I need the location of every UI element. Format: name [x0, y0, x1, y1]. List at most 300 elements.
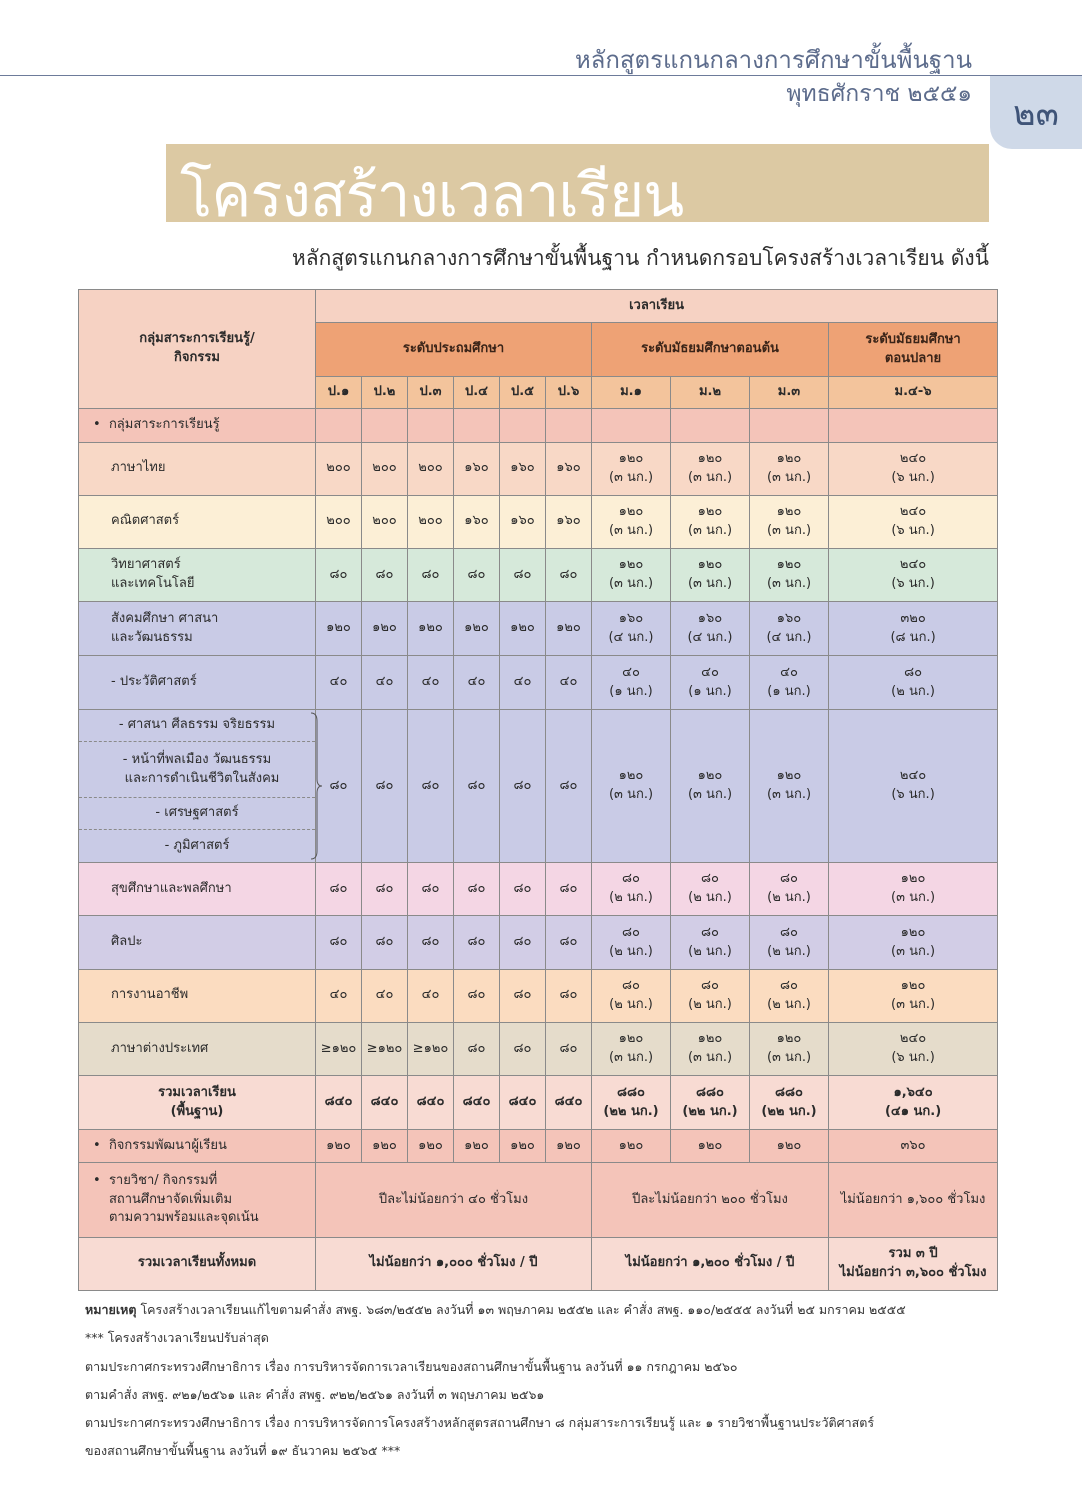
- career-sec-2-hours: ๘๐: [701, 977, 719, 993]
- social-sec-2-hours: ๑๖๐: [697, 610, 723, 626]
- history-sec-1-hours: ๔๐: [622, 664, 640, 680]
- total-basic-primary-5: ๘๔๐: [500, 1076, 546, 1130]
- health-sec-1-hours: ๘๐: [622, 871, 640, 887]
- social-sec-3-hours: ๑๖๐: [776, 610, 802, 626]
- foreign-primary-3: ≥๑๒๐: [408, 1022, 454, 1075]
- total-basic-sec-3-credits: (๒๒ นก.): [761, 1103, 817, 1119]
- foreign-sec-4-credits: (๖ นก.): [891, 1049, 935, 1065]
- social-sec-4-hours: ๓๒๐: [900, 610, 926, 626]
- arts-sec-1: [592, 916, 671, 969]
- history-sec-4-credits: (๒ นก.): [891, 683, 935, 699]
- section-banner: [166, 144, 989, 231]
- substrands-sec-4-hours: ๒๔๐: [899, 768, 927, 784]
- social-sec-2: [671, 602, 750, 656]
- time-header: เวลาเรียน: [316, 290, 998, 323]
- thai-primary-2: ๒๐๐: [362, 442, 408, 495]
- foreign-primary-4: ๘๐: [454, 1022, 500, 1075]
- note-line-4: ตามคำสั่ง สพฐ. ๙๒๑/๒๕๖๑ และ คำสั่ง สพฐ. ๙๒๒/๒๕๖๑ ลงวันที่ ๓ พฤษภาคม ๒๕๖๑: [85, 1386, 545, 1402]
- science-sec-1-hours: ๑๒๐: [618, 557, 644, 573]
- arts-sec-2-hours: ๘๐: [701, 924, 719, 940]
- social-primary-3: ๑๒๐: [408, 602, 454, 656]
- math-sec-3-hours: ๑๒๐: [776, 504, 802, 520]
- foreign-label-line: ภาษาต่างประเทศ: [111, 1040, 209, 1056]
- table-row-grand-total: [79, 1237, 998, 1290]
- career-sec-2-credits: (๒ นก.): [688, 996, 732, 1012]
- history-primary-6: ๔๐: [546, 656, 592, 709]
- history-primary-1: ๔๐: [316, 656, 362, 709]
- thai-sec-3-hours: ๑๒๐: [776, 450, 802, 466]
- arts-primary-5: ๘๐: [500, 916, 546, 969]
- substrands-primary-3: ๘๐: [408, 709, 454, 863]
- total-basic-primary-1: ๘๔๐: [316, 1076, 362, 1130]
- total-basic-sec-1: [592, 1076, 671, 1130]
- extra-label-2: สถานศึกษาจัดเพิ่มเติม: [108, 1191, 233, 1207]
- social-sec-1-hours: ๑๖๐: [618, 610, 644, 626]
- health-primary-1: ๘๐: [316, 863, 362, 916]
- grand-total-upper-secondary: [829, 1237, 998, 1290]
- social-label-line: และวัฒนธรรม: [111, 629, 193, 645]
- subjects-section-label: • กลุ่มสาระการเรียนรู้: [79, 409, 316, 442]
- foreign-sec-2-credits: (๓ นก.): [687, 1049, 733, 1065]
- foreign-primary-1: ≥๑๒๐: [316, 1022, 362, 1075]
- foreign-sec-1-credits: (๓ นก.): [608, 1049, 654, 1065]
- history-sec-3-hours: ๔๐: [780, 664, 798, 680]
- activities-label-text: กิจกรรมพัฒนาผู้เรียน: [108, 1137, 227, 1153]
- history-sec-2-hours: ๔๐: [701, 664, 719, 680]
- social-substrands-list: [79, 710, 315, 863]
- career-primary-5: ๘๐: [500, 969, 546, 1022]
- social-primary-5: ๑๒๐: [500, 602, 546, 656]
- note-line-3: ตามประกาศกระทรวงศึกษาธิการ เรื่อง การบริหารจัดการเวลาเรียนของสถานศึกษาขั้นพื้นฐาน ลงวันที่ ๑๑ กรกฎาคม ๒๕๖๐: [85, 1358, 738, 1374]
- extra-primary: ปีละไม่น้อยกว่า ๔๐ ชั่วโมง: [316, 1163, 592, 1237]
- math-primary-6: ๑๖๐: [546, 495, 592, 548]
- science-label-line: และเทคโนโลยี: [111, 576, 195, 592]
- math-sec-1-credits: (๓ นก.): [608, 522, 654, 538]
- career-primary-1: ๔๐: [316, 969, 362, 1022]
- activities-value-6: ๑๒๐: [546, 1130, 592, 1163]
- science-sec-3-credits: (๓ นก.): [766, 576, 812, 592]
- activities-value-2: ๑๒๐: [362, 1130, 408, 1163]
- grade-p4: ป.๔: [454, 377, 500, 409]
- table-row: [79, 969, 998, 1022]
- social-label: [79, 602, 316, 656]
- thai-sec-1-hours: ๑๒๐: [618, 450, 644, 466]
- social-primary-4: ๑๒๐: [454, 602, 500, 656]
- activities-value-10: ๓๖๐: [829, 1130, 998, 1163]
- foreign-sec-1: [592, 1022, 671, 1075]
- activities-value-1: ๑๒๐: [316, 1130, 362, 1163]
- total-basic-sec-2-credits: (๒๒ นก.): [682, 1103, 738, 1119]
- activities-value-5: ๑๒๐: [500, 1130, 546, 1163]
- total-basic-sec-1-credits: (๒๒ นก.): [603, 1103, 659, 1119]
- arts-primary-4: ๘๐: [454, 916, 500, 969]
- substrand-religion: - ศาสนา ศีลธรรม จริยธรรม: [118, 717, 276, 733]
- arts-label: [79, 916, 316, 969]
- thai-primary-5: ๑๖๐: [500, 442, 546, 495]
- health-sec-2-credits: (๒ นก.): [688, 890, 732, 906]
- arts-primary-2: ๘๐: [362, 916, 408, 969]
- history-sec-1: [592, 656, 671, 709]
- science-primary-6: ๘๐: [546, 549, 592, 602]
- health-sec-4: [829, 863, 998, 916]
- activities-value-9: ๑๒๐: [750, 1130, 829, 1163]
- science-sec-2-hours: ๑๒๐: [697, 557, 723, 573]
- social-sec-2-credits: (๔ นก.): [687, 629, 733, 645]
- table-row: [79, 602, 998, 656]
- foreign-sec-2: [671, 1022, 750, 1075]
- social-sec-1: [592, 602, 671, 656]
- table-row-extra: [79, 1163, 998, 1237]
- grand-total-lower-secondary: ไม่น้อยกว่า ๑,๒๐๐ ชั่วโมง / ปี: [592, 1237, 829, 1290]
- career-sec-1-credits: (๒ นก.): [609, 996, 653, 1012]
- social-sec-1-credits: (๔ นก.): [608, 629, 654, 645]
- substrands-sec-2: [671, 709, 750, 863]
- grade-m3: ม.๓: [750, 377, 829, 409]
- social-primary-1: ๑๒๐: [316, 602, 362, 656]
- science-sec-4: [829, 549, 998, 602]
- activities-value-8: ๑๒๐: [671, 1130, 750, 1163]
- total-basic-primary-6: ๘๔๐: [546, 1076, 592, 1130]
- activities-value-3: ๑๒๐: [408, 1130, 454, 1163]
- thai-sec-1-credits: (๓ นก.): [608, 469, 654, 485]
- substrands-sec-2-credits: (๓ นก.): [687, 786, 733, 802]
- math-sec-2-credits: (๓ นก.): [687, 522, 733, 538]
- substrands-sec-4-credits: (๖ นก.): [891, 786, 935, 802]
- thai-primary-1: ๒๐๐: [316, 442, 362, 495]
- health-label: [79, 863, 316, 916]
- total-basic-primary-4: ๘๔๐: [454, 1076, 500, 1130]
- table-row-social-substrands: [79, 709, 998, 863]
- table-row: [79, 495, 998, 548]
- level-primary: ระดับประถมศึกษา: [316, 323, 592, 377]
- history-sec-3: [750, 656, 829, 709]
- foreign-sec-2-hours: ๑๒๐: [697, 1031, 723, 1047]
- activities-value-7: ๑๒๐: [592, 1130, 671, 1163]
- thai-primary-6: ๑๖๐: [546, 442, 592, 495]
- math-primary-5: ๑๖๐: [500, 495, 546, 548]
- note-line-2: *** โครงสร้างเวลาเรียนปรับล่าสุด: [85, 1330, 269, 1346]
- history-sec-3-credits: (๑ นก.): [767, 683, 811, 699]
- social-sec-3: [750, 602, 829, 656]
- grade-p6: ป.๖: [546, 377, 592, 409]
- total-basic-primary-3: ๘๔๐: [408, 1076, 454, 1130]
- table-row: [79, 442, 998, 495]
- foreign-sec-3-credits: (๓ นก.): [766, 1049, 812, 1065]
- career-sec-1: [592, 969, 671, 1022]
- table-row: [79, 549, 998, 602]
- thai-sec-3-credits: (๓ นก.): [766, 469, 812, 485]
- substrands-sec-2-hours: ๑๒๐: [697, 768, 723, 784]
- substrands-sec-4: [829, 709, 998, 863]
- career-sec-4: [829, 969, 998, 1022]
- history-primary-4: ๔๐: [454, 656, 500, 709]
- substrand-civics: [79, 742, 315, 798]
- foreign-label: [79, 1022, 316, 1075]
- grade-p1: ป.๑: [316, 377, 362, 409]
- level-upper-secondary: [829, 323, 998, 377]
- arts-sec-1-hours: ๘๐: [622, 924, 640, 940]
- substrands-sec-3: [750, 709, 829, 863]
- group-header: กลุ่มสาระการเรียนรู้/ กิจกรรม: [139, 331, 255, 366]
- substrands-sec-3-hours: ๑๒๐: [776, 768, 802, 784]
- history-sec-4-hours: ๘๐: [904, 664, 923, 680]
- career-sec-2: [671, 969, 750, 1022]
- history-primary-2: ๔๐: [362, 656, 408, 709]
- history-primary-5: ๔๐: [500, 656, 546, 709]
- social-sec-4-credits: (๘ นก.): [890, 629, 936, 645]
- thai-label-line: ภาษาไทย: [111, 460, 166, 476]
- substrands-primary-2: ๘๐: [362, 709, 408, 863]
- activities-label: • กิจกรรมพัฒนาผู้เรียน: [79, 1130, 316, 1163]
- foreign-sec-4-hours: ๒๔๐: [899, 1031, 927, 1047]
- health-label-line: สุขศึกษาและพลศึกษา: [111, 880, 232, 896]
- science-primary-2: ๘๐: [362, 549, 408, 602]
- history-sec-2-credits: (๑ นก.): [688, 683, 732, 699]
- substrands-sec-1-credits: (๓ นก.): [608, 786, 654, 802]
- arts-sec-3-hours: ๘๐: [780, 924, 798, 940]
- arts-sec-1-credits: (๒ นก.): [609, 943, 653, 959]
- table-row: [79, 863, 998, 916]
- table-row: [79, 916, 998, 969]
- curriculum-title: หลักสูตรแกนกลางการศึกษาขั้นพื้นฐาน: [574, 46, 972, 74]
- science-primary-5: ๘๐: [500, 549, 546, 602]
- foreign-sec-3: [750, 1022, 829, 1075]
- level-lower-secondary: ระดับมัธยมศึกษาตอนต้น: [592, 323, 829, 377]
- note-line-1: [85, 1296, 1005, 1324]
- total-basic-label-line: รวมเวลาเรียน: [158, 1084, 236, 1100]
- total-basic-sec-4-credits: (๔๑ นก.): [884, 1103, 942, 1119]
- math-label: [79, 495, 316, 548]
- thai-sec-4-hours: ๒๔๐: [899, 450, 927, 466]
- extra-lower-secondary: ปีละไม่น้อยกว่า ๒๐๐ ชั่วโมง: [592, 1163, 829, 1237]
- thai-sec-2-credits: (๓ นก.): [687, 469, 733, 485]
- science-label: [79, 549, 316, 602]
- career-sec-1-hours: ๘๐: [622, 977, 640, 993]
- career-label: [79, 969, 316, 1022]
- subjects-section-row: [79, 409, 998, 442]
- note-line-5: ตามประกาศกระทรวงศึกษาธิการ เรื่อง การบริหารจัดการโครงสร้างหลักสูตรสถานศึกษา ๘ กลุ่มสาระการเรียนรู้ และ ๑ รายวิชาพื้นฐานประวัติศาสตร์: [85, 1415, 875, 1431]
- total-basic-label-line: (พื้นฐาน): [170, 1103, 224, 1119]
- history-label: [79, 656, 316, 709]
- health-sec-1: [592, 863, 671, 916]
- substrand-geography: - ภูมิศาสตร์: [79, 830, 315, 862]
- social-sec-3-credits: (๔ นก.): [766, 629, 812, 645]
- substrand-civics-line1: - หน้าที่พลเมือง วัฒนธรรม: [122, 751, 272, 767]
- science-sec-1-credits: (๓ นก.): [608, 576, 654, 592]
- math-primary-4: ๑๖๐: [454, 495, 500, 548]
- curriculum-year: พุทธศักราช ๒๕๕๑: [786, 81, 972, 107]
- career-sec-3: [750, 969, 829, 1022]
- arts-sec-4-credits: (๓ นก.): [891, 943, 936, 959]
- math-label-line: คณิตศาสตร์: [111, 513, 180, 529]
- career-primary-4: ๘๐: [454, 969, 500, 1022]
- arts-sec-4-hours: ๑๒๐: [900, 924, 926, 940]
- health-primary-4: ๘๐: [454, 863, 500, 916]
- notes-section: [85, 1296, 1005, 1466]
- history-sec-1-credits: (๑ นก.): [609, 683, 653, 699]
- health-primary-2: ๘๐: [362, 863, 408, 916]
- page-number: ๒๓: [1013, 93, 1059, 134]
- health-sec-2-hours: ๘๐: [701, 871, 719, 887]
- total-basic-sec-1-hours: ๘๘๐: [617, 1084, 645, 1100]
- health-sec-3: [750, 863, 829, 916]
- thai-sec-1: [592, 442, 671, 495]
- thai-sec-4-credits: (๖ นก.): [891, 469, 935, 485]
- grade-m4-6: ม.๔-๖: [829, 377, 998, 409]
- total-basic-sec-4: [829, 1076, 998, 1130]
- thai-sec-3: [750, 442, 829, 495]
- foreign-primary-5: ๘๐: [500, 1022, 546, 1075]
- social-sec-4: [829, 602, 998, 656]
- time-structure-table: [78, 289, 998, 1291]
- health-primary-6: ๘๐: [546, 863, 592, 916]
- note-text-1: โครงสร้างเวลาเรียนแก้ไขตามคำสั่ง สพฐ. ๖๘๓/๒๕๕๒ ลงวันที่ ๑๓ พฤษภาคม ๒๕๕๒ และ คำสั่ง สพฐ. ๑๑๐/๒๕๕๕ ลงวันที่ ๒๕ มกราคม ๒๕๕๕: [140, 1302, 906, 1317]
- grade-m2: ม.๒: [671, 377, 750, 409]
- foreign-primary-6: ๘๐: [546, 1022, 592, 1075]
- career-label-line: การงานอาชีพ: [111, 987, 189, 1003]
- career-primary-3: ๔๐: [408, 969, 454, 1022]
- table-row: [79, 1022, 998, 1075]
- science-sec-4-credits: (๖ นก.): [891, 576, 935, 592]
- math-primary-2: ๒๐๐: [362, 495, 408, 548]
- total-basic-primary-2: ๘๔๐: [362, 1076, 408, 1130]
- arts-primary-1: ๘๐: [316, 916, 362, 969]
- table-row: [79, 656, 998, 709]
- arts-sec-2: [671, 916, 750, 969]
- math-sec-2: [671, 495, 750, 548]
- math-sec-2-hours: ๑๒๐: [697, 504, 723, 520]
- substrands-sec-3-credits: (๓ นก.): [766, 786, 812, 802]
- arts-sec-2-credits: (๒ นก.): [688, 943, 732, 959]
- grand-total-primary: ไม่น้อยกว่า ๑,๐๐๐ ชั่วโมง / ปี: [316, 1237, 592, 1290]
- arts-primary-3: ๘๐: [408, 916, 454, 969]
- substrand-civics-line2: และการดำเนินชีวิตในสังคม: [124, 770, 280, 786]
- math-sec-4-hours: ๒๔๐: [899, 504, 927, 520]
- substrands-sec-1-hours: ๑๒๐: [618, 768, 644, 784]
- career-sec-3-hours: ๘๐: [780, 977, 798, 993]
- science-label-line: วิทยาศาสตร์: [111, 557, 181, 573]
- foreign-sec-1-hours: ๑๒๐: [618, 1031, 644, 1047]
- substrands-primary-1: ๘๐: [316, 709, 362, 863]
- science-sec-3-hours: ๑๒๐: [776, 557, 802, 573]
- math-sec-4-credits: (๖ นก.): [891, 522, 935, 538]
- section-title: โครงสร้างเวลาเรียน: [180, 161, 684, 231]
- health-sec-3-credits: (๒ นก.): [767, 890, 811, 906]
- history-primary-3: ๔๐: [408, 656, 454, 709]
- science-primary-4: ๘๐: [454, 549, 500, 602]
- health-sec-2: [671, 863, 750, 916]
- history-sec-4: [829, 656, 998, 709]
- grade-p2: ป.๒: [362, 377, 408, 409]
- math-sec-1-hours: ๑๒๐: [618, 504, 644, 520]
- science-sec-4-hours: ๒๔๐: [899, 557, 927, 573]
- thai-label: [79, 442, 316, 495]
- arts-sec-3-credits: (๒ นก.): [767, 943, 811, 959]
- grade-m1: ม.๑: [592, 377, 671, 409]
- subjects-section-text: กลุ่มสาระการเรียนรู้: [108, 417, 220, 433]
- activities-value-4: ๑๒๐: [454, 1130, 500, 1163]
- table-row: [79, 1076, 998, 1130]
- grade-p5: ป.๕: [500, 377, 546, 409]
- math-sec-3-credits: (๓ นก.): [766, 522, 812, 538]
- science-primary-3: ๘๐: [408, 549, 454, 602]
- thai-primary-3: ๒๐๐: [408, 442, 454, 495]
- thai-sec-4: [829, 442, 998, 495]
- foreign-sec-4: [829, 1022, 998, 1075]
- math-primary-3: ๒๐๐: [408, 495, 454, 548]
- social-primary-6: ๑๒๐: [546, 602, 592, 656]
- intro-text: หลักสูตรแกนกลางการศึกษาขั้นพื้นฐาน กำหนดกรอบโครงสร้างเวลาเรียน ดังนี้: [291, 246, 989, 270]
- career-sec-3-credits: (๒ นก.): [767, 996, 811, 1012]
- level-upper-secondary-label: ระดับมัธยมศึกษา ตอนปลาย: [865, 331, 961, 366]
- arts-primary-6: ๘๐: [546, 916, 592, 969]
- grand-total-label: รวมเวลาเรียนทั้งหมด: [79, 1237, 316, 1290]
- extra-label-1: รายวิชา/ กิจกรรมที่: [108, 1172, 218, 1188]
- health-primary-5: ๘๐: [500, 863, 546, 916]
- career-primary-2: ๔๐: [362, 969, 408, 1022]
- substrands-primary-5: ๘๐: [500, 709, 546, 863]
- social-primary-2: ๑๒๐: [362, 602, 408, 656]
- history-label-line: - ประวัติศาสตร์: [111, 674, 197, 690]
- substrands-primary-4: ๘๐: [454, 709, 500, 863]
- total-basic-sec-3: [750, 1076, 829, 1130]
- total-basic-sec-3-hours: ๘๘๐: [775, 1084, 803, 1100]
- health-sec-1-credits: (๒ นก.): [609, 890, 653, 906]
- math-primary-1: ๒๐๐: [316, 495, 362, 548]
- science-sec-2-credits: (๓ นก.): [687, 576, 733, 592]
- thai-primary-4: ๑๖๐: [454, 442, 500, 495]
- total-basic-sec-2-hours: ๘๘๐: [696, 1084, 724, 1100]
- science-sec-2: [671, 549, 750, 602]
- grand-total-upper-2: ไม่น้อยกว่า ๓,๖๐๐ ชั่วโมง: [839, 1264, 987, 1280]
- health-sec-4-hours: ๑๒๐: [900, 871, 926, 887]
- substrands-primary-6: ๘๐: [546, 709, 592, 863]
- science-sec-1: [592, 549, 671, 602]
- science-sec-3: [750, 549, 829, 602]
- foreign-primary-2: ≥๑๒๐: [362, 1022, 408, 1075]
- science-primary-1: ๘๐: [316, 549, 362, 602]
- health-primary-3: ๘๐: [408, 863, 454, 916]
- note-lead: หมายเหตุ: [85, 1302, 137, 1317]
- health-sec-4-credits: (๓ นก.): [891, 890, 936, 906]
- math-sec-3: [750, 495, 829, 548]
- total-basic-sec-4-hours: ๑,๖๔๐: [893, 1084, 933, 1100]
- foreign-sec-3-hours: ๑๒๐: [776, 1031, 802, 1047]
- thai-sec-2-hours: ๑๒๐: [697, 450, 723, 466]
- social-label-line: สังคมศึกษา ศาสนา: [111, 610, 219, 626]
- total-basic-label: [79, 1076, 316, 1130]
- history-sec-2: [671, 656, 750, 709]
- arts-label-line: ศิลปะ: [111, 934, 143, 950]
- health-sec-3-hours: ๘๐: [780, 871, 798, 887]
- thai-sec-2: [671, 442, 750, 495]
- extra-upper-secondary: ไม่น้อยกว่า ๑,๖๐๐ ชั่วโมง: [829, 1163, 998, 1237]
- arts-sec-3: [750, 916, 829, 969]
- page-number-tab: [990, 76, 1082, 149]
- arts-sec-4: [829, 916, 998, 969]
- math-sec-4: [829, 495, 998, 548]
- career-sec-4-credits: (๓ นก.): [891, 996, 936, 1012]
- note-line-6: ของสถานศึกษาขั้นพื้นฐาน ลงวันที่ ๑๙ ธันวาคม ๒๕๖๕ ***: [85, 1443, 401, 1459]
- career-sec-4-hours: ๑๒๐: [900, 977, 926, 993]
- math-sec-1: [592, 495, 671, 548]
- extra-label: • รายวิชา/ กิจกรรมที่ สถานศึกษาจัดเพิ่มเติม ตามความพร้อมและจุดเน้น: [79, 1163, 316, 1237]
- grand-total-upper-1: รวม ๓ ปี: [888, 1245, 938, 1261]
- substrand-economics: - เศรษฐศาสตร์: [79, 798, 315, 830]
- substrands-sec-1: [592, 709, 671, 863]
- group-header-cell: [79, 290, 316, 409]
- extra-label-3: ตามความพร้อมและจุดเน้น: [108, 1210, 259, 1226]
